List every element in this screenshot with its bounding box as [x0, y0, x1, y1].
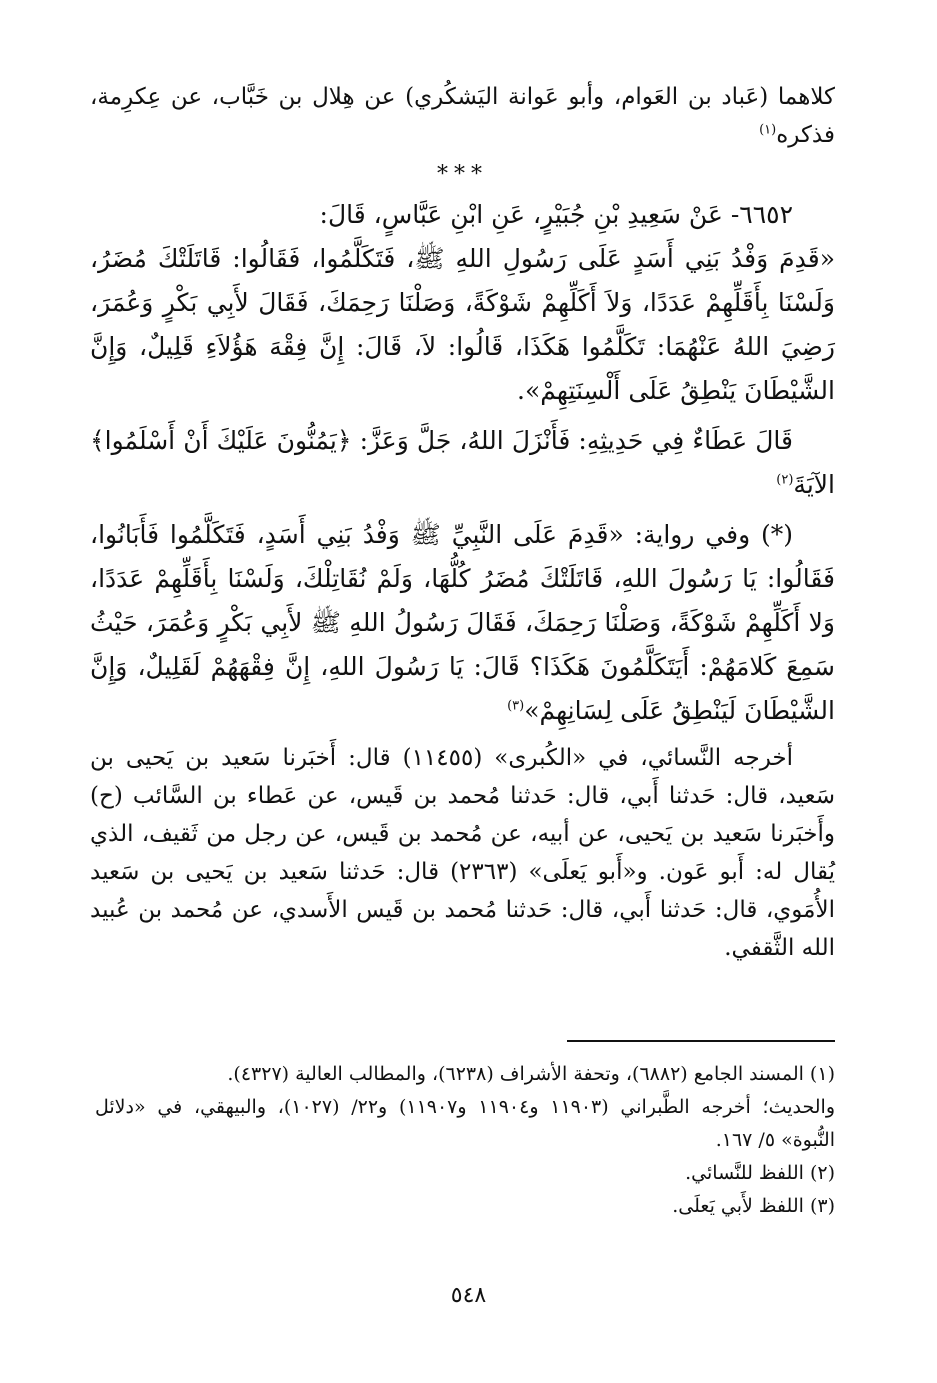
variant-text: (*) وفي رواية: «قَدِمَ عَلَى النَّبِيِّ ﷺ وَفْدُ بَنِي أَسَدٍ، فَتَكَلَّمُوا فَأَبَانُوا، فَقَالُوا: يَا رَسُولَ اللهِ، قَاتَلَتْكَ مُضَرُ كُلُّهَا، وَلَمْ نُقَاتِلْكَ، وَلَسْنَا بِأَقَلِّهِمْ عَدَدًا، وَلا أَكَلِّهِمْ شَوْكَةً، وَصَلْنَا رَحِمَكَ، فَقَالَ رَسُولُ اللهِ ﷺ لأَبِي بَكْرٍ وَعُمَرَ، حَيْثُ سَمِعَ كَلامَهُمْ: أَيَتَكَلَّمُونَ هَكَذَا؟ قَالَ: يَا رَسُولَ اللهِ، إِنَّ فِقْهَهُمْ لَقَلِيلٌ، وَإِنَّ الشَّيْطَانَ لَيَنْطِقُ عَلَى لِسَانِهِمْ» — [90, 520, 835, 725]
footnote-ref-2[interactable]: (٢) — [776, 472, 794, 488]
continuation-paragraph — [90, 78, 835, 154]
ata-paragraph — [90, 419, 835, 507]
footnotes — [95, 1058, 835, 1223]
page-body — [90, 78, 835, 967]
footnote-2: (٢) اللفظ للنَّسائي. — [685, 1162, 835, 1184]
footnote-ref-3[interactable]: (٣) — [507, 698, 525, 714]
ata-text: قَالَ عَطَاءٌ فِي حَدِيثِهِ: فَأَنْزَلَ اللهُ، جَلَّ وَعَزَّ: ﴿يَمُنُّونَ عَلَيْكَ أَنْ أَسْلَمُوا﴾ الآيَةَ — [90, 426, 835, 499]
footnote-divider — [567, 1040, 835, 1042]
variant-paragraph — [90, 513, 835, 733]
hadith-intro: ٦٦٥٢- عَنْ سَعِيدِ بْنِ جُبَيْرٍ، عَنِ ابْنِ عَبَّاسٍ، قَالَ: — [319, 200, 793, 229]
takhrij-paragraph: أخرجه النَّسائي، في «الكُبرى» (١١٤٥٥) قال: أَخبَرنا سَعيد بن يَحيى بن سَعيد، قال: حَدثنا أَبي، قال: حَدثنا مُحمد بن قَيس، عن عَطاء بن السَّائب (ح) وأَخبَرنا سَعيد بن يَحيى، عن أبيه، عن مُحمد بن قَيس، عن رجل من ثَقيف، الذي يُقال له: أَبو عَون. و«أَبو يَعلَى» (٢٣٦٣) قال: حَدثنا سَعيد بن يَحيى بن سَعيد الأُمَوي، قال: حَدثنا أَبي، قال: حَدثنا مُحمد بن قَيس الأَسدي، عن مُحمد بن عُبيد الله الثَّقفي. — [90, 745, 835, 961]
footnote-1-continued: والحديث؛ أخرجه الطَّبراني (١١٩٠٣ و١١٩٠٤ و١١٩٠٧) و٢٢/ (١٠٢٧)، والبيهقي، في «دلائل النُّبوة» ٥/ ١٦٧. — [95, 1096, 836, 1151]
section-separator: *** — [437, 162, 488, 187]
footnote-3: (٣) اللفظ لأَبي يَعلَى. — [672, 1195, 835, 1217]
page-number: ٥٤٨ — [450, 1283, 487, 1308]
hadith-text: «قَدِمَ وَفْدُ بَنِي أَسَدٍ عَلَى رَسُولِ اللهِ ﷺ، فَتَكَلَّمُوا، فَقَالُوا: قَاتَلَتْكَ مُضَرُ، وَلَسْنَا بِأَقَلِّهِمْ عَدَدًا، وَلاَ أَكَلِّهِمْ شَوْكَةً، وَصَلْنَا رَحِمَكَ، فَقَالَ لأَبِي بَكْرٍ وَعُمَرَ، رَضِيَ اللهُ عَنْهُمَا: تَكَلَّمُوا هَكَذَا، قَالُوا: لاَ، قَالَ: إِنَّ فِقْهَ هَؤُلاَءِ قَلِيلٌ، وَإِنَّ الشَّيْطَانَ يَنْطِقُ عَلَى أَلْسِنَتِهِمْ». — [90, 244, 835, 405]
footnote-ref-1[interactable]: (١) — [759, 122, 777, 138]
continuation-text: كلاهما (عَباد بن العَوام، وأبو عَوانة اليَشكُري) عن هِلال بن خَبَّاب، عن عِكرِمة، فذكره — [90, 84, 835, 148]
footnote-1: (١) المسند الجامع (٦٨٨٢)، وتحفة الأشراف (٦٢٣٨)، والمطالب العالية (٤٣٢٧). — [227, 1063, 835, 1085]
